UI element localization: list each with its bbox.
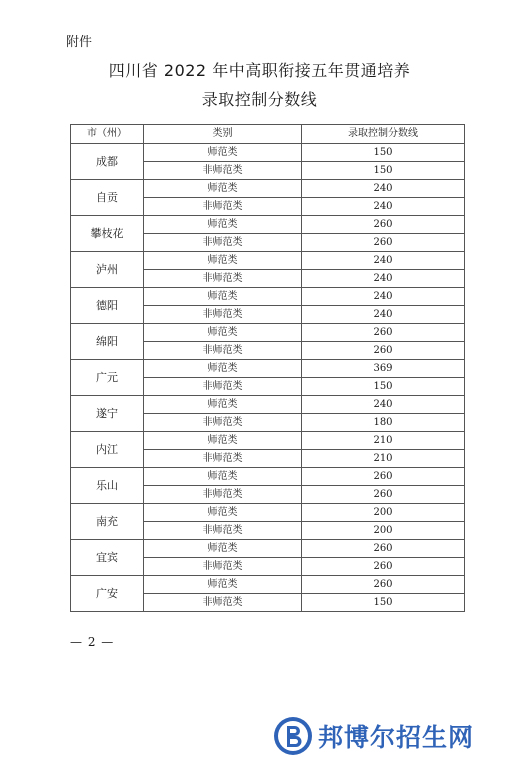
score-cell: 260 [302, 486, 465, 504]
category-cell: 师范类 [144, 144, 302, 162]
category-cell: 非师范类 [144, 450, 302, 468]
table-row [71, 252, 465, 270]
score-cell: 200 [302, 504, 465, 522]
document-subtitle: 录取控制分数线 [201, 90, 318, 109]
score-cell: 260 [302, 324, 465, 342]
city-cell: 绵阳 [71, 324, 144, 360]
category-cell: 非师范类 [144, 162, 302, 180]
category-cell: 师范类 [144, 468, 302, 486]
score-cell: 260 [302, 576, 465, 594]
category-cell: 非师范类 [144, 414, 302, 432]
column-header-category: 类别 [144, 125, 302, 144]
score-cell: 200 [302, 522, 465, 540]
column-header-score: 录取控制分数线 [302, 125, 465, 144]
city-cell: 攀枝花 [71, 216, 144, 252]
category-cell: 非师范类 [144, 306, 302, 324]
category-cell: 非师范类 [144, 558, 302, 576]
city-cell: 德阳 [71, 288, 144, 324]
score-cell: 240 [302, 396, 465, 414]
column-header-city: 市（州） [71, 125, 144, 144]
page-number: — 2 — [70, 635, 115, 649]
table-row [71, 576, 465, 594]
category-cell: 非师范类 [144, 522, 302, 540]
category-cell: 师范类 [144, 540, 302, 558]
city-cell: 广元 [71, 360, 144, 396]
score-cell: 260 [302, 468, 465, 486]
score-cell: 369 [302, 360, 465, 378]
city-cell: 南充 [71, 504, 144, 540]
table-header-row [71, 125, 465, 144]
score-cell: 150 [302, 594, 465, 612]
city-cell: 广安 [71, 576, 144, 612]
score-cell: 150 [302, 162, 465, 180]
score-cell: 240 [302, 306, 465, 324]
category-cell: 师范类 [144, 180, 302, 198]
city-cell: 泸州 [71, 252, 144, 288]
score-cell: 260 [302, 558, 465, 576]
score-cell: 260 [302, 234, 465, 252]
table-row [71, 468, 465, 486]
table-row [71, 396, 465, 414]
category-cell: 非师范类 [144, 486, 302, 504]
table-row [71, 324, 465, 342]
score-cell: 240 [302, 198, 465, 216]
score-table [70, 124, 465, 612]
category-cell: 非师范类 [144, 198, 302, 216]
score-cell: 240 [302, 180, 465, 198]
table-row [71, 540, 465, 558]
category-cell: 非师范类 [144, 594, 302, 612]
score-cell: 260 [302, 342, 465, 360]
city-cell: 乐山 [71, 468, 144, 504]
category-cell: 非师范类 [144, 378, 302, 396]
category-cell: 非师范类 [144, 234, 302, 252]
score-cell: 260 [302, 216, 465, 234]
category-cell: 师范类 [144, 252, 302, 270]
score-table-body [71, 144, 465, 612]
table-row [71, 144, 465, 162]
category-cell: 非师范类 [144, 270, 302, 288]
score-cell: 240 [302, 288, 465, 306]
score-cell: 240 [302, 252, 465, 270]
attachment-label: 附件 [66, 35, 93, 50]
category-cell: 师范类 [144, 504, 302, 522]
score-cell: 210 [302, 432, 465, 450]
table-row [71, 180, 465, 198]
category-cell: 师范类 [144, 216, 302, 234]
table-row [71, 216, 465, 234]
table-row [71, 288, 465, 306]
category-cell: 师范类 [144, 288, 302, 306]
city-cell: 自贡 [71, 180, 144, 216]
category-cell: 师范类 [144, 576, 302, 594]
category-cell: 师范类 [144, 360, 302, 378]
score-cell: 150 [302, 378, 465, 396]
category-cell: 师范类 [144, 432, 302, 450]
score-cell: 180 [302, 414, 465, 432]
table-row [71, 360, 465, 378]
category-cell: 师范类 [144, 324, 302, 342]
city-cell: 成都 [71, 144, 144, 180]
brand-b-logo-icon [272, 715, 314, 757]
city-cell: 宜宾 [71, 540, 144, 576]
table-row [71, 504, 465, 522]
score-cell: 210 [302, 450, 465, 468]
score-cell: 150 [302, 144, 465, 162]
document-title: 四川省 2022 年中高职衔接五年贯通培养 [108, 61, 411, 80]
brand-name: 邦博尔招生网 [318, 723, 475, 752]
brand-logo[interactable] [272, 714, 474, 758]
score-cell: 260 [302, 540, 465, 558]
city-cell: 内江 [71, 432, 144, 468]
table-row [71, 432, 465, 450]
score-cell: 240 [302, 270, 465, 288]
category-cell: 师范类 [144, 396, 302, 414]
category-cell: 非师范类 [144, 342, 302, 360]
city-cell: 遂宁 [71, 396, 144, 432]
